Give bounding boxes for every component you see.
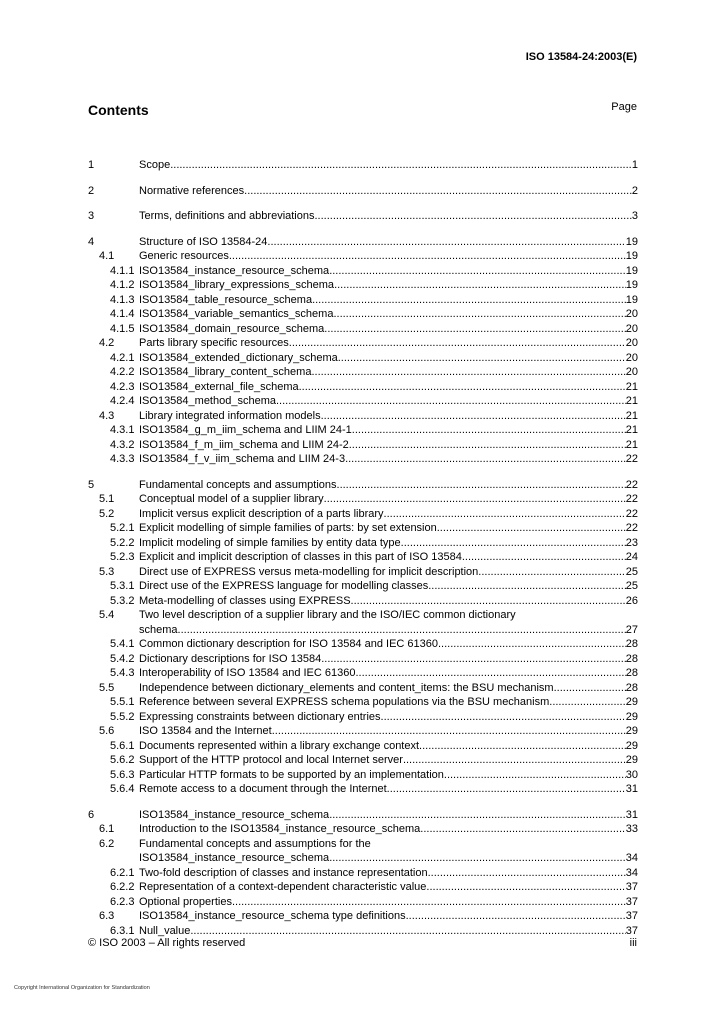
toc-entry-title: Two-fold description of classes and instance representation [139, 866, 428, 879]
toc-entry[interactable] [88, 521, 638, 536]
toc-entry-title: ISO13584_library_expressions_schema [139, 279, 335, 291]
toc-entry-number: 4.1.1 [110, 264, 135, 277]
toc-entry-number: 4.2.3 [110, 380, 135, 393]
toc-entry-title: Documents represented within a library exchange context [139, 739, 420, 752]
toc-entry-number: 6.2 [99, 837, 115, 850]
toc-entry-page: 2 [631, 184, 638, 197]
toc-entry-page: 28 [625, 652, 638, 665]
toc-entry[interactable] [88, 209, 638, 224]
toc-entry-leader-dots [345, 452, 626, 467]
toc-entry-title: Particular HTTP formats to be supported by an implementation [139, 768, 444, 781]
toc-entry-page: 29 [625, 710, 638, 723]
toc-entry-number: 4.3.2 [110, 438, 135, 451]
toc-entry-number: 5.5.1 [110, 696, 135, 708]
toc-entry-title: Direct use of EXPRESS versus meta-modelling for implicit description [139, 565, 479, 578]
toc-entry-page: 20 [625, 308, 638, 320]
toc-entry-number: 4.1.5 [110, 322, 135, 335]
footer-copyright: © ISO 2003 – All rights reserved [88, 937, 246, 949]
toc-entry-leader-dots [387, 782, 626, 797]
toc-entry[interactable] [88, 264, 638, 279]
toc-entry-leader-dots [384, 507, 626, 522]
toc-entry-leader-dots [428, 866, 626, 881]
toc-entry-title: Remote access to a document through the Internet [139, 783, 387, 795]
toc-entry-title: Terms, definitions and abbreviations [139, 210, 315, 222]
toc-entry-number: 6.2.3 [110, 895, 135, 908]
toc-entry-number: 4.1.2 [110, 279, 135, 291]
toc-entry-leader-dots [406, 909, 626, 924]
toc-entry-number: 2 [88, 184, 95, 197]
toc-entry-page: 28 [625, 638, 638, 650]
toc-entry-page: 25 [625, 565, 638, 578]
toc-entry-number: 5.6.2 [110, 754, 135, 766]
toc-entry[interactable] [88, 579, 638, 594]
toc-entry-page: 22 [625, 507, 638, 520]
toc-entry-number: 5.6 [99, 725, 115, 737]
toc-entry-title: ISO13584_g_m_iim_schema and LIIM 24-1 [139, 424, 352, 436]
toc-entry-leader-dots [232, 895, 626, 910]
toc-entry-page: 30 [625, 768, 638, 781]
toc-entry-leader-dots [321, 652, 626, 667]
toc-entry[interactable] [88, 536, 638, 551]
toc-entry-title: Generic resources [139, 250, 229, 262]
toc-entry-page: 19 [625, 250, 638, 262]
toc-entry[interactable] [88, 739, 638, 754]
toc-entry-page: 27 [625, 623, 638, 636]
page-column-label: Page [611, 101, 637, 113]
toc-entry-page: 26 [625, 594, 638, 607]
toc-entry[interactable] [88, 851, 638, 866]
toc-entry-title: ISO13584_extended_dictionary_schema [139, 351, 338, 364]
toc-entry-number: 6 [88, 808, 95, 821]
toc-entry-number: 5.4.2 [110, 652, 135, 665]
toc-entry-page: 25 [625, 580, 638, 592]
toc-entry-leader-dots [438, 637, 626, 652]
toc-entry-number: 4.1 [99, 250, 115, 262]
toc-entry-title: ISO13584_domain_resource_schema [139, 322, 325, 335]
toc-entry[interactable] [88, 710, 638, 725]
toc-entry-title: Parts library specific resources [139, 337, 289, 349]
toc-entry[interactable] [88, 550, 638, 565]
toc-entry-title: Implicit modeling of simple families by entity data type [139, 536, 401, 549]
footer-page-number: iii [629, 937, 637, 949]
toc-entry-number: 4 [88, 235, 95, 248]
toc-entry-leader-dots [267, 235, 625, 250]
toc-entry-title: Optional properties [139, 895, 232, 908]
toc-entry[interactable] [88, 880, 638, 895]
toc-entry-number: 6.3 [99, 910, 115, 922]
toc-entry-title: Dictionary descriptions for ISO 13584 [139, 652, 322, 665]
toc-entry[interactable] [88, 322, 638, 337]
toc-entry-page: 24 [625, 551, 638, 563]
toc-entry[interactable] [88, 837, 638, 852]
toc-entry[interactable] [88, 409, 638, 424]
toc-entry-leader-dots [420, 822, 625, 837]
toc-entry-title: Library integrated information models [139, 409, 321, 422]
toc-entry-title: ISO13584_instance_resource_schema [139, 852, 330, 864]
toc-entry-page: 21 [625, 438, 638, 451]
toc-entry-number: 6.3.1 [110, 924, 135, 937]
toc-entry[interactable] [88, 782, 638, 797]
toc-entry-title: ISO13584_variable_semantics_schema [139, 308, 334, 320]
toc-entry-page: 20 [625, 322, 638, 335]
toc-entry[interactable] [88, 924, 638, 939]
toc-entry-title: ISO 13584 and the Internet [139, 725, 272, 737]
toc-entry-number: 5.2 [99, 507, 115, 520]
toc-entry-leader-dots [324, 492, 626, 507]
toc-entry-title: Interoperability of ISO 13584 and IEC 61360 [139, 667, 356, 679]
toc-entry-title: Fundamental concepts and assumptions [139, 478, 337, 491]
toc-entry-leader-dots [401, 536, 626, 551]
toc-entry-page: 19 [625, 279, 638, 291]
toc-entry[interactable] [88, 681, 638, 696]
toc-entry-title: Meta-modelling of classes using EXPRESS [139, 594, 351, 607]
toc-entry-page: 21 [625, 424, 638, 436]
toc-entry[interactable] [88, 438, 638, 453]
toc-entry[interactable] [88, 492, 638, 507]
toc-entry-leader-dots [351, 594, 626, 609]
toc-entry-title: ISO13584_instance_resource_schema type definitions [139, 910, 406, 922]
toc-entry-number: 5.3.1 [110, 580, 135, 592]
toc-entry-title: Reference between several EXPRESS schema populations via the BSU mechanism [139, 696, 550, 708]
toc-entry-page: 20 [625, 351, 638, 364]
toc-entry-page: 19 [625, 264, 638, 277]
toc-entry-leader-dots [352, 423, 626, 438]
toc-entry-number: 4.1.4 [110, 308, 135, 320]
toc-entry-page: 37 [625, 910, 638, 922]
toc-entry[interactable] [88, 158, 638, 173]
toc-entry-title: ISO13584_f_v_iim_schema and LIIM 24-3 [139, 453, 346, 465]
toc-entry-leader-dots [299, 380, 626, 395]
toc-entry-title: ISO13584_external_file_schema [139, 380, 299, 393]
toc-entry-number: 4.1.3 [110, 293, 135, 306]
toc-entry[interactable] [88, 336, 638, 351]
toc-entry-leader-dots [329, 264, 626, 279]
toc-entry-title: Null_value [139, 924, 191, 937]
toc-entry-number: 5.5 [99, 681, 115, 694]
toc-entry-page: 29 [625, 739, 638, 752]
toc-entry-leader-dots [338, 351, 626, 366]
toc-entry-page: 19 [625, 235, 638, 248]
toc-entry-number: 5.4 [99, 609, 115, 621]
toc-entry-number: 1 [88, 159, 95, 171]
toc-entry-leader-dots [428, 579, 626, 594]
toc-entry[interactable] [88, 278, 638, 293]
toc-entry[interactable] [88, 351, 638, 366]
toc-entry-title: Conceptual model of a supplier library [139, 493, 324, 505]
toc-entry-page: 37 [625, 924, 638, 937]
toc-entry[interactable] [88, 768, 638, 783]
toc-entry-number: 5.5.2 [110, 710, 135, 723]
toc-entry-page: 31 [625, 808, 638, 821]
toc-entry-title: ISO13584_instance_resource_schema [139, 808, 330, 821]
toc-entry[interactable] [88, 909, 638, 924]
toc-entry-title: Direct use of the EXPRESS language for modelling classes [139, 580, 429, 592]
toc-entry-leader-dots [272, 724, 626, 739]
toc-entry-leader-dots [462, 550, 626, 565]
toc-entry-title: Normative references [139, 184, 245, 197]
toc-entry-title: ISO13584_method_schema [139, 395, 276, 407]
toc-entry[interactable] [88, 695, 638, 710]
toc-entry[interactable] [88, 666, 638, 681]
toc-entry-number: 4.3.1 [110, 424, 135, 436]
toc-entry-leader-dots [312, 293, 626, 308]
toc-entry[interactable] [88, 365, 638, 380]
toc-entry-leader-dots [329, 808, 626, 823]
toc-entry-number: 5 [88, 478, 95, 491]
toc-entry-page: 20 [625, 337, 638, 349]
toc-entry[interactable] [88, 507, 638, 522]
toc-entry-title: Explicit modelling of simple families of parts: by set extension [139, 522, 437, 534]
toc-entry[interactable] [88, 895, 638, 910]
toc-entry-leader-dots [426, 880, 625, 895]
toc-entry-page: 3 [631, 210, 638, 222]
toc-entry-title: ISO13584_f_m_iim_schema and LIIM 24-2 [139, 438, 349, 451]
toc-entry-page: 22 [625, 453, 638, 465]
toc-entry-number: 6.2.1 [110, 866, 135, 879]
toc-entry-leader-dots [403, 753, 626, 768]
toc-entry-leader-dots [329, 851, 626, 866]
header-doc-code: ISO 13584-24:2003(E) [525, 51, 637, 63]
toc-entry-page: 37 [625, 881, 638, 893]
table-of-contents [88, 158, 638, 938]
toc-entry-page: 34 [625, 852, 638, 864]
toc-entry-page: 29 [625, 725, 638, 737]
toc-entry-number: 5.3 [99, 565, 115, 578]
toc-entry-number: 4.2.4 [110, 395, 135, 407]
toc-entry-number: 5.4.3 [110, 667, 135, 679]
toc-entry-page: 31 [625, 783, 638, 795]
toc-entry[interactable] [88, 724, 638, 739]
toc-entry-title: Independence between dictionary_elements and content_items: the BSU mechanism [139, 681, 554, 694]
toc-entry-number: 4.3 [99, 409, 115, 422]
copyright-licensing-line: Copyright International Organization for Standardization [14, 985, 150, 991]
toc-entry[interactable] [88, 753, 638, 768]
toc-entry-title: Implicit versus explicit description of a parts library [139, 507, 384, 520]
toc-entry-leader-dots [276, 394, 626, 409]
toc-entry-page: 1 [631, 159, 638, 171]
toc-entry-page: 21 [625, 380, 638, 393]
toc-entry-title: Structure of ISO 13584-24 [139, 235, 268, 248]
toc-entry-number: 5.6.4 [110, 783, 135, 795]
toc-entry-title: ISO13584_instance_resource_schema [139, 264, 330, 277]
toc-entry[interactable] [88, 594, 638, 609]
toc-entry[interactable] [88, 866, 638, 881]
toc-entry-leader-dots [349, 438, 626, 453]
toc-entry-leader-dots [311, 365, 625, 380]
toc-entry-page: 21 [625, 409, 638, 422]
toc-entry-number: 5.6.3 [110, 768, 135, 781]
toc-entry-page: 22 [625, 522, 638, 534]
toc-entry-leader-dots [337, 478, 626, 493]
toc-entry[interactable] [88, 307, 638, 322]
toc-entry-leader-dots [170, 158, 632, 173]
toc-entry-leader-dots [321, 409, 626, 424]
toc-entry-title: Common dictionary description for ISO 13584 and IEC 61360 [139, 638, 438, 650]
toc-entry-number: 3 [88, 210, 95, 222]
toc-entry-number: 5.3.2 [110, 594, 135, 607]
toc-entry-page: 29 [625, 754, 638, 766]
toc-entry-page: 29 [625, 696, 638, 708]
toc-entry-title: schema [139, 623, 178, 636]
toc-entry[interactable] [88, 623, 638, 638]
toc-entry[interactable] [88, 235, 638, 250]
toc-entry-page: 22 [625, 478, 638, 491]
toc-entry-number: 4.2 [99, 337, 115, 349]
toc-entry-number: 5.6.1 [110, 739, 135, 752]
toc-entry-leader-dots [549, 695, 625, 710]
toc-entry-number: 6.1 [99, 823, 115, 835]
toc-entry-number: 6.2.2 [110, 881, 135, 893]
toc-entry[interactable] [88, 423, 638, 438]
toc-entry-leader-dots [381, 710, 626, 725]
toc-entry-leader-dots [190, 924, 625, 939]
toc-entry[interactable] [88, 184, 638, 199]
toc-entry-leader-dots [444, 768, 626, 783]
toc-entry-number: 4.2.2 [110, 366, 135, 378]
toc-entry-title: Representation of a context-dependent characteristic value [139, 881, 427, 893]
toc-entry-page: 20 [625, 366, 638, 378]
toc-entry-title: Two level description of a supplier library and the ISO/IEC common dictionary [139, 609, 516, 621]
toc-entry[interactable] [88, 637, 638, 652]
toc-entry-number: 5.2.2 [110, 536, 135, 549]
toc-entry-number: 5.2.3 [110, 551, 135, 563]
toc-entry-title: Introduction to the ISO13584_instance_resource_schema [139, 823, 421, 835]
toc-entry[interactable] [88, 249, 638, 264]
toc-entry[interactable] [88, 380, 638, 395]
toc-entry-leader-dots [554, 681, 626, 696]
toc-entry-page: 21 [625, 395, 638, 407]
toc-entry-title: ISO13584_table_resource_schema [139, 293, 313, 306]
toc-entry[interactable] [88, 652, 638, 667]
toc-entry[interactable] [88, 478, 638, 493]
contents-title: Contents [88, 102, 149, 118]
toc-entry[interactable] [88, 452, 638, 467]
toc-entry[interactable] [88, 565, 638, 580]
toc-entry-number: 4.2.1 [110, 351, 135, 364]
toc-entry-leader-dots [334, 278, 626, 293]
toc-entry-page: 28 [625, 681, 638, 694]
toc-entry-page: 19 [625, 293, 638, 306]
toc-entry-leader-dots [437, 521, 626, 536]
toc-entry-page: 37 [625, 895, 638, 908]
toc-entry[interactable] [88, 808, 638, 823]
toc-entry-title: ISO13584_library_content_schema [139, 366, 312, 378]
toc-entry-page: 34 [625, 866, 638, 879]
toc-entry-leader-dots [419, 739, 626, 754]
toc-entry-leader-dots [314, 209, 631, 224]
toc-entry-title: Expressing constraints between dictionary entries [139, 710, 381, 723]
toc-entry-number: 5.2.1 [110, 522, 135, 534]
toc-entry[interactable] [88, 608, 638, 623]
toc-entry-page: 22 [625, 493, 638, 505]
toc-entry-leader-dots [178, 623, 626, 638]
toc-entry-number: 5.4.1 [110, 638, 135, 650]
toc-entry-page: 28 [625, 667, 638, 679]
toc-entry-leader-dots [324, 322, 625, 337]
toc-entry-title: Fundamental concepts and assumptions for the [139, 837, 371, 850]
toc-entry-leader-dots [289, 336, 626, 351]
toc-entry[interactable] [88, 822, 638, 837]
toc-entry-leader-dots [229, 249, 626, 264]
toc-entry-leader-dots [355, 666, 625, 681]
toc-entry[interactable] [88, 394, 638, 409]
toc-entry-page: 23 [625, 536, 638, 549]
toc-entry[interactable] [88, 293, 638, 308]
toc-entry-number: 4.3.3 [110, 453, 135, 465]
toc-entry-number: 5.1 [99, 493, 115, 505]
toc-entry-title: Explicit and implicit description of classes in this part of ISO 13584 [139, 551, 462, 563]
toc-entry-leader-dots [478, 565, 625, 580]
toc-entry-page: 33 [625, 823, 638, 835]
toc-entry-title: Support of the HTTP protocol and local Internet server [139, 754, 403, 766]
toc-entry-leader-dots [333, 307, 625, 322]
toc-entry-leader-dots [244, 184, 632, 199]
toc-entry-title: Scope [139, 159, 171, 171]
